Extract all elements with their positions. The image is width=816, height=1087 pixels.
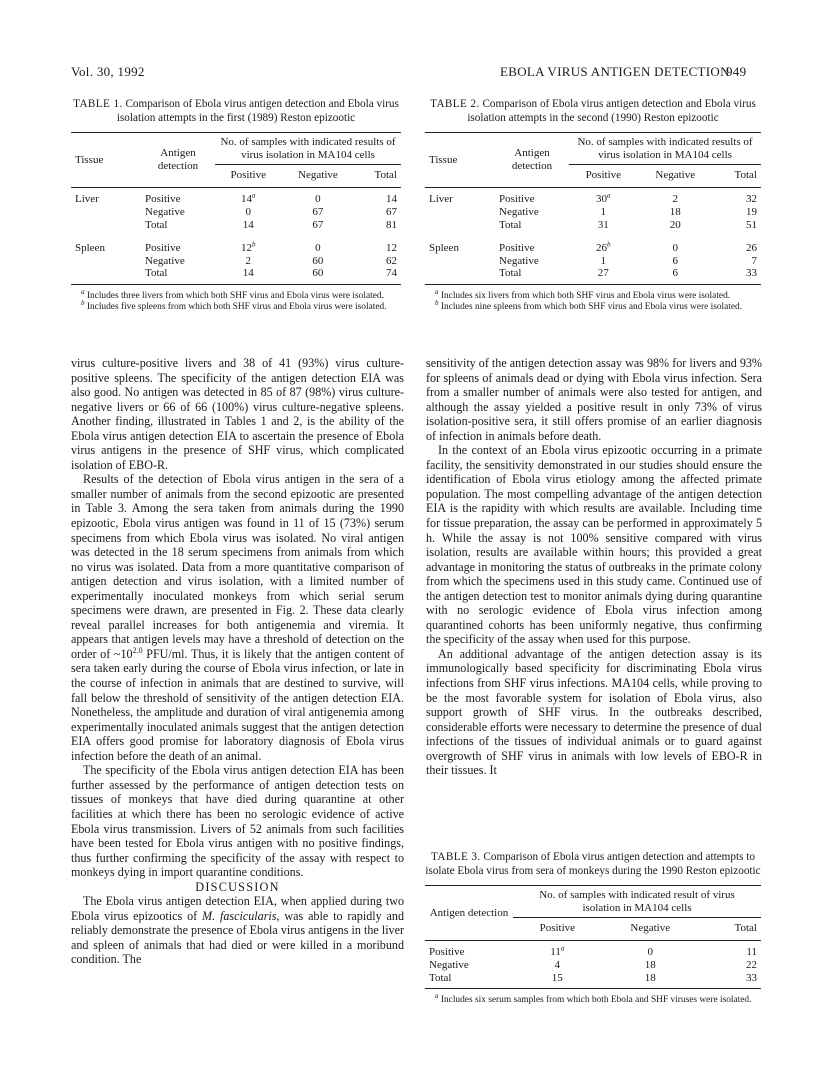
table-row <box>425 219 761 232</box>
table-2-caption-text: Comparison of Ebola virus antigen detection and Ebola virus isolation attempts in the second (1990) Reston epizootic <box>467 98 756 124</box>
table-2-head-negative: Negative <box>655 169 696 182</box>
table-cell: 4 <box>554 959 561 972</box>
cell-value: 12 <box>240 242 252 255</box>
footnote-marker: b <box>435 299 439 308</box>
table-cell: 33 <box>746 267 757 280</box>
running-header-volume: Vol. 30, 1992 <box>71 64 145 79</box>
table-2-head-positive: Positive <box>585 169 622 182</box>
table-1-head-total: Total <box>374 169 397 182</box>
table-cell: 1 <box>600 254 607 267</box>
table-cell: Total <box>429 971 452 984</box>
table-2-head-span: No. of samples with indicated results of virus isolation in MA104 cells <box>569 133 761 165</box>
table-cell: 31 <box>597 218 609 231</box>
table-cell: 67 <box>312 206 324 219</box>
table-cell: 18 <box>644 971 656 984</box>
table-3-footnote-a <box>425 992 761 1006</box>
table-cell: 1 <box>600 206 607 219</box>
table-row <box>71 255 401 268</box>
table-cell: Liver <box>75 193 99 206</box>
table-cell: Positive <box>429 946 465 959</box>
left-paragraph-1: virus culture-positive livers and 38 of 41 (93%) virus culture-positive spleens. The specificity of the antigen detection EIA was also good. No antigen was detected in 85 of 87 (98%) virus culture-negative livers or 66 of 66 (100%) virus culture-negative spleens. Another finding, illustrated in Tables 1 and 2, is the ability of the Ebola virus antigen detection EIA to ascertain the presence of Ebola virus antigens in the presence of SHF virus, which complicated isolation of EBO-R. <box>71 356 404 472</box>
table-cell <box>215 193 281 206</box>
table-1-head-antigen: Antigen detection <box>157 147 199 173</box>
left-paragraph-2 <box>71 472 404 763</box>
section-heading-discussion: DISCUSSION <box>195 879 280 894</box>
right-paragraph-1: sensitivity of the antigen detection assay was 98% for livers and 93% for spleens of animals dead or dying with Ebola virus infection. Sera from a smaller number of animals were also tested for antigen, and although the assay yielded a positive result in only 73% of virus isolation-positive sera, it still offers promise of an earlier diagnosis of infection in animals before death. <box>426 356 762 443</box>
table-cell: 15 <box>551 971 563 984</box>
table-cell: Spleen <box>75 242 105 255</box>
table-cell: 14 <box>242 267 254 280</box>
footnote-text: Includes five spleens from which both SHF virus and Ebola virus were isolated. <box>86 302 387 313</box>
table-cell: 0 <box>315 193 321 206</box>
table-cell: 7 <box>751 254 757 267</box>
table-cell: 62 <box>386 254 397 267</box>
table-row <box>71 193 401 206</box>
footnote-text: Includes three livers from which both SHF virus and Ebola virus were isolated. <box>86 291 384 302</box>
page-number: 949 <box>726 64 747 79</box>
left-paragraph-4 <box>71 894 404 967</box>
table-cell <box>569 242 638 255</box>
text-run: Results of the detection of Ebola virus antigen in the sera of a smaller number of animals from the second epizootic are presented in Table 3. Among the sera taken from animals during the 1990 epizootic, Ebola virus antigen was found in 11 of 15 (73%) serum specimens from which Ebola virus was isolated. No viral antigen was detected in the 18 serum specimens from animals from which no virus was isolated. Data from a more quantitative comparison of antigen detection and virus isolation, with a limited number of experimentally inoculated monkeys from which serial serum specimens were drawn, are presented in Fig. 2. These data clearly reveal parallel increases for both antigenemia and viremia. It appears that antigen levels may have a threshold of detection on the order of ~10 <box>71 472 404 661</box>
table-cell: Total <box>499 218 522 231</box>
table-3-head-antigen: Antigen detection <box>429 906 509 919</box>
table-2-grid <box>425 132 761 285</box>
table-cell: 14 <box>242 218 254 231</box>
table-cell <box>425 267 495 284</box>
table-1-head-negative: Negative <box>298 169 338 182</box>
table-row <box>425 206 761 219</box>
table-row <box>71 219 401 232</box>
table-3-head-negative: Negative <box>630 922 671 935</box>
table-cell: 2 <box>672 193 678 206</box>
table-cell: 26 <box>746 242 757 255</box>
table-cell: Total <box>145 267 168 280</box>
table-cell: 18 <box>644 959 656 972</box>
table-cell: 22 <box>746 959 757 972</box>
table-cell: Negative <box>145 254 185 267</box>
table-2-footnotes <box>425 287 761 314</box>
table-1 <box>71 98 401 314</box>
table-cell: 0 <box>245 206 251 219</box>
table-cell <box>215 242 281 255</box>
table-3-head-span: No. of samples with indicated result of virus isolation in MA104 cells <box>513 886 761 918</box>
table-row <box>425 193 761 206</box>
table-row <box>71 267 401 284</box>
table-cell: 6 <box>672 254 678 267</box>
table-cell: Negative <box>145 206 185 219</box>
table-cell: 2 <box>245 254 251 267</box>
table-cell: Negative <box>429 959 469 972</box>
table-1-grid <box>71 132 401 285</box>
footnote-text: Includes nine spleens from which both SHF virus and Ebola virus were isolated. <box>440 302 743 313</box>
left-paragraph-3: The specificity of the Ebola virus antigen detection EIA has been further assessed by the performance of antigen detection tests on tissues of monkeys that have died during quarantine at other facilities at which there has been no serologic evidence of active Ebola virus transmission. Livers of 52 animals from such facilities have been tested for Ebola virus antigen with no positive findings, thus further confirming the specificity of the assay with respect to monkeys dying in import quarantine conditions. <box>71 763 404 880</box>
table-cell: 81 <box>386 218 397 231</box>
table-cell: Positive <box>499 242 535 255</box>
table-3 <box>425 851 761 1007</box>
table-cell <box>71 255 141 268</box>
table-2-head-tissue: Tissue <box>429 153 458 166</box>
table-cell: 14 <box>386 193 397 206</box>
table-cell: Liver <box>429 193 453 206</box>
table-3-grid <box>425 885 761 989</box>
table-cell: 33 <box>746 971 757 984</box>
table-cell: 60 <box>312 267 324 280</box>
table-1-caption-text: Comparison of Ebola virus antigen detection and Ebola virus isolation attempts in the first (1989) Reston epizootic <box>116 98 399 124</box>
table-2-footnote-b <box>425 299 761 313</box>
table-cell <box>513 946 602 959</box>
right-paragraph-3: An additional advantage of the antigen detection assay is its immunologically based specificity for discriminating Ebola virus infections from SHF virus infections. MA104 cells, while proving to be the most favorable system for isolation of Ebola virus, also support growth of SHF virus. In the outbreaks described, considerable efforts were necessary to determine the presence of dual infections of the tissues of individual animals or to guard against overgrowth of SHF virus in animals with low levels of EBO-R in their tissues. It <box>426 646 762 778</box>
table-1-head-tissue: Tissue <box>75 153 104 166</box>
table-cell: Positive <box>145 193 181 206</box>
table-1-label: TABLE 1. <box>73 98 123 110</box>
table-3-label: TABLE 3. <box>431 851 481 863</box>
table-cell: 67 <box>312 218 324 231</box>
table-3-caption-text: Comparison of Ebola virus antigen detection and attempts to isolate Ebola virus from sera of monkeys during the 1990 Reston epizootic <box>425 851 761 877</box>
table-1-footnotes <box>71 287 401 314</box>
table-1-footnote-a <box>71 287 401 302</box>
table-2-head-total: Total <box>734 169 757 182</box>
table-cell: 12 <box>386 242 397 255</box>
cell-value: 30 <box>596 193 608 206</box>
cell-value: 14 <box>240 193 252 206</box>
table-cell: Positive <box>145 242 181 255</box>
table-1-head-span: No. of samples with indicated results of virus isolation in MA104 cells <box>215 133 401 165</box>
table-cell <box>425 219 495 232</box>
footnote-marker: b <box>81 299 85 308</box>
table-cell: 27 <box>597 267 609 280</box>
table-cell: 0 <box>672 242 678 255</box>
table-cell <box>71 267 141 284</box>
footnote-marker: a <box>607 191 611 200</box>
footnote-marker: b <box>607 240 611 249</box>
table-cell: Total <box>499 267 522 280</box>
table-cell: 6 <box>672 267 678 280</box>
table-3-caption <box>425 851 761 878</box>
footnote-text: Includes six livers from which both SHF virus and Ebola virus were isolated. <box>440 291 731 302</box>
table-1-footnote-b <box>71 299 401 313</box>
table-cell: 0 <box>315 242 321 255</box>
table-cell: 20 <box>669 218 681 231</box>
species-name: M. fascicularis <box>202 908 277 923</box>
table-1-caption <box>71 98 401 125</box>
footnote-marker: a <box>435 992 439 1001</box>
table-cell: 51 <box>746 218 757 231</box>
table-cell: 19 <box>746 206 757 219</box>
text-run: The Ebola virus antigen detection EIA, when applied during two Ebola virus epizootics of <box>71 894 404 923</box>
text-run: PFU/ml. Thus, it is likely that the antigen content of sera taken early during the course of Ebola virus infection, or late in the course of infection in animals that are destined to survive, will fall below the threshold of sensitivity of the antigen detection EIA. Nonetheless, the amplitude and duration of viral antigenemia among experimentally inoculated animals suggest that the antigen detection EIA offers good promise for laboratory diagnosis of Ebola virus infection before the death of an animal. <box>71 646 404 763</box>
table-cell: 11 <box>746 946 757 959</box>
table-cell: 18 <box>669 206 681 219</box>
table-row <box>71 206 401 219</box>
table-cell <box>569 193 638 206</box>
footnote-text: Includes six serum samples from which both Ebola and SHF viruses were isolated. <box>440 995 752 1006</box>
running-header-title: EBOLA VIRUS ANTIGEN DETECTION <box>500 64 730 79</box>
table-cell: Positive <box>499 193 535 206</box>
footnote-marker: a <box>81 287 85 296</box>
table-2 <box>425 98 761 314</box>
table-2-footnote-a <box>425 287 761 302</box>
table-row <box>425 959 761 972</box>
table-cell: 32 <box>746 193 757 206</box>
table-2-caption <box>425 98 761 125</box>
footnote-marker: a <box>560 944 565 953</box>
footnote-marker: a <box>251 191 256 200</box>
table-row <box>425 267 761 284</box>
text-run: , was able to rapidly and reliably demonstrate the presence of Ebola virus antigens in the liver and spleen of animals that had died or were killed in a moribund condition. The <box>71 908 404 967</box>
exponent: 2.0 <box>132 645 143 655</box>
left-column-text <box>71 356 404 967</box>
table-3-footnotes <box>425 992 761 1006</box>
table-cell <box>425 255 495 268</box>
cell-value: 11 <box>550 946 561 959</box>
table-row <box>425 255 761 268</box>
table-3-head-total: Total <box>734 922 757 935</box>
table-row <box>71 242 401 255</box>
table-cell <box>71 219 141 232</box>
right-paragraph-2: In the context of an Ebola virus epizootic occurring in a primate facility, the sensitivity demonstrated in our studies should ensure the identification of Ebola virus etiology among the affected primate population. The most compelling advantage of the antigen detection EIA is the rapidity with which results are available. Including time for tissue preparation, the assay can be performed in approximately 5 h. While the assay is not 100% sensitive compared with virus isolation, results are available within hours; this provided a great advantage in monitoring the status of outbreaks in the primate colony from which the specimens used in this study came. Continued use of the antigen detection test to monitor animals dying during quarantine with no serologic evidence of Ebola virus infection among quarantined cohorts has been uniformly negative, thus confirming the specificity of the assay when used for this purpose. <box>426 443 762 647</box>
cell-value: 26 <box>596 242 608 255</box>
table-cell: 74 <box>386 267 397 280</box>
table-row <box>425 946 761 959</box>
footnote-marker: a <box>435 287 439 296</box>
right-column-text <box>426 356 762 778</box>
table-cell: Total <box>145 218 168 231</box>
table-cell <box>71 206 141 219</box>
table-2-head-antigen: Antigen detection <box>511 147 553 173</box>
table-cell: 0 <box>647 946 653 959</box>
table-3-head-positive: Positive <box>539 922 576 935</box>
table-2-label: TABLE 2. <box>430 98 480 110</box>
table-cell: 60 <box>312 254 324 267</box>
table-cell <box>425 206 495 219</box>
table-cell: Negative <box>499 206 539 219</box>
table-1-head-positive: Positive <box>230 169 266 182</box>
table-cell: Spleen <box>429 242 459 255</box>
table-row <box>425 972 761 989</box>
table-cell: Negative <box>499 254 539 267</box>
table-row <box>425 242 761 255</box>
footnote-marker: b <box>251 240 256 249</box>
table-cell: 67 <box>386 206 397 219</box>
